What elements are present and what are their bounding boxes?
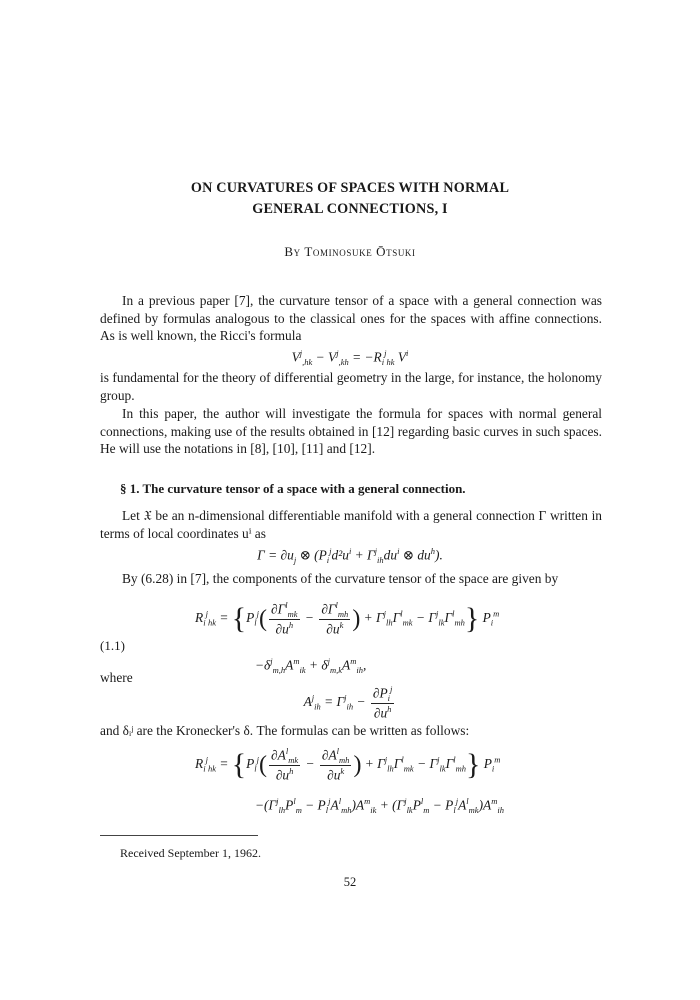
intro-paragraph-3: In this paper, the author will investigate the formula for spaces with normal general connections, making use of the results obtained in [12] regarding basic curves in such spaces. He will use the notations in [8], [10], [11] and [12]. (100, 406, 602, 457)
intro-paragraph-2: is fundamental for the theory of differential geometry in the large, for instance, the holonomy group. (100, 370, 602, 403)
curvature-equation-2: $R_i^j_{hk} = \{P_l^j$( $\frac{\partial A^l_{mk}}{\partial u^h}$ − $\frac{\partial A^l_{mh}}{\partial u^k}$ ) + $\Gamma^j_{lh}\Gamma^l_{mk} - \Gamma^j_{lk}\Gamma^l_{mh}$} $P_i^m$ (195, 746, 501, 783)
intro-paragraph-1: In a previous paper [7], the curvature tensor of a space with a general connection was defined by formulas analogous to the classical ones for the spaces with affine connections. As is well known, the Ricci's formula (100, 293, 602, 344)
connection-formula: $\Gamma = \partial u_j$ ⊗ ($P_i^jd^2u^i + \Gamma^j_{ih}du^i$ ⊗ $du^h$). (257, 546, 443, 566)
page-number: 52 (343, 875, 357, 889)
section-heading: § 1. The curvature tensor of a space with a general connection. (120, 481, 466, 496)
equation-label: (1.1) (100, 638, 125, 653)
section1-paragraph-2: By (6.28) in [7], the components of the curvature tensor of the space are given by (122, 571, 559, 586)
paper-title-line2: GENERAL CONNECTIONS, I (252, 201, 448, 217)
where-label: where (100, 670, 133, 685)
curvature-equation-1: $R_i^j_{hk} = \{P_l^j$( $\frac{\partial\Gamma^l_{mk}}{\partial u^h}$ − $\frac{\partial\Gamma^l_{mh}}{\partial u^k}$ ) + $\Gamma^j_{lh}\Gamma^l_{mk} - \Gamma^j_{lk}\Gamma^l_{mh}$} $P_i^m$ (195, 600, 500, 637)
curvature-equation-2-continued: $-(\Gamma^j_{lh}P^l_m - P_l^jA^l_{mh})A^m_{ik} + (\Gamma^j_{lk}P^l_m - P_l^jA^l_{mk})A^m_{ih}$ (255, 796, 504, 816)
curvature-equation-1-continued: $-\delta^j_{m,h}A^m_{ik} + \delta^j_{m,k}A^m_{ih}$, (255, 656, 367, 676)
paper-title-line1: ON CURVATURES OF SPACES WITH NORMAL (190, 180, 510, 196)
ricci-formula: $V^j_{,hk} - V^j_{,kh} = -R_i^j_{hk}$ $V^i$ (291, 348, 409, 368)
author-byline: By Tominosuke Ōtsuki (284, 244, 416, 259)
section1-paragraph-1: Let 𝔛 be an n-dimensional differentiable manifold with a general connection Γ written in terms of local coordinates uⁱ as (100, 508, 602, 541)
section1-paragraph-3: and δᵢʲ are the Kronecker's δ. The formulas can be written as follows: (100, 723, 470, 738)
a-definition: $A^j_{ih} = \Gamma^j_{ih}$ − $\frac{\partial P_i^j}{\partial u^h}$ (303, 684, 393, 721)
received-date-footnote: Received September 1, 1962. (120, 846, 261, 860)
footnote-rule (100, 835, 258, 836)
